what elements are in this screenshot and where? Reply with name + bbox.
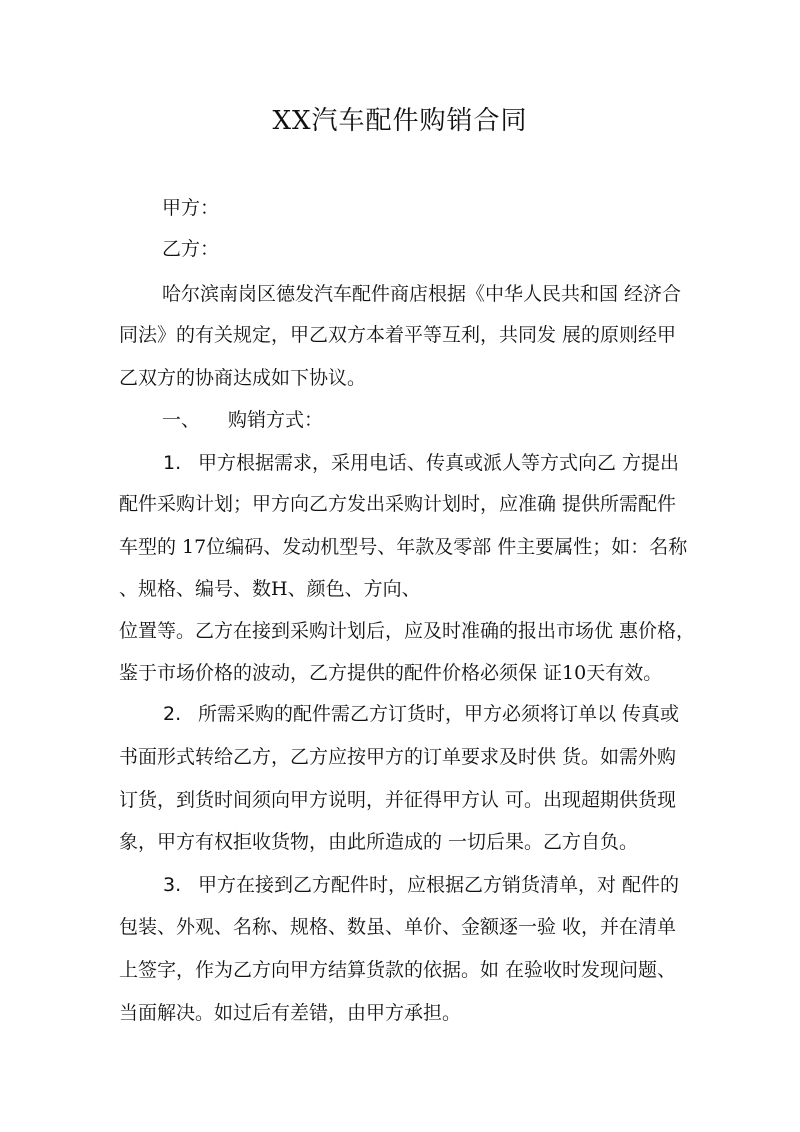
item-2-number: 2. <box>163 703 182 725</box>
item-3-line-4: 当面解决。如过后有差错，由甲方承担。 <box>119 1002 462 1024</box>
item-2-line-2: 书面形式转给乙方，乙方应按甲方的订单要求及时供 货。如需外购 <box>119 746 677 768</box>
item-2-line-4: 象，甲方有权拒收货物，由此所造成的 一切后果。乙方自负。 <box>119 831 639 853</box>
item-1-line-3: 车型的 17位编码、发动机型号、年款及零部 件主要属性；如：名称 <box>119 536 688 558</box>
item-1-line-1: 甲方根据需求，采用电话、传真或派人等方式向乙 方提出 <box>198 452 680 474</box>
item-3-line-2: 包装、外观、名称、规格、数虽、单价、金额逐一验 收，并在清单 <box>119 916 677 938</box>
item-3-line-1: 甲方在接到乙方配件时，应根据乙方销货清单，对 配件的 <box>198 874 680 896</box>
item-1-line-5: 位置等。乙方在接到采购计划后，应及时准确的报出市场优 惠价格， <box>119 620 696 642</box>
intro-line-3: 乙双方的协商达成如下协议。 <box>119 367 367 389</box>
item-2-line-3: 订货，到货时间须向甲方说明，并征得甲方认 可。出现超期供货现 <box>119 789 677 811</box>
party-a-label: 甲方： <box>162 197 220 219</box>
item-1-number: 1. <box>163 452 182 474</box>
document-title: XX汽车配件购销合同 <box>272 106 528 136</box>
item-2-line-1: 所需采购的配件需乙方订货时，甲方必须将订单以 传真或 <box>198 703 680 725</box>
intro-line-1: 哈尔滨南岗区德发汽车配件商店根据《中华人民共和国 经济合 <box>162 283 682 305</box>
intro-line-2: 同法》的有关规定，甲乙双方本着平等互利，共同发 展的原则经甲 <box>119 324 677 346</box>
party-b-label: 乙方： <box>162 238 220 260</box>
section-1-title: 购销方式： <box>228 409 324 431</box>
item-3-number: 3. <box>163 874 182 896</box>
item-1-line-6: 鉴于市场价格的波动，乙方提供的配件价格必须保 证10天有效。 <box>119 662 663 684</box>
item-1-line-2: 配件采购计划；甲方向乙方发出采购计划时，应准确 提供所需配件 <box>119 493 677 515</box>
item-3-line-3: 上签字，作为乙方向甲方结算货款的依据。如 在验收时发现问题、 <box>119 959 677 981</box>
item-1-line-4: 、规格、编号、数H、颜色、方向、 <box>119 578 421 600</box>
section-1-number: 一、 <box>162 409 201 431</box>
